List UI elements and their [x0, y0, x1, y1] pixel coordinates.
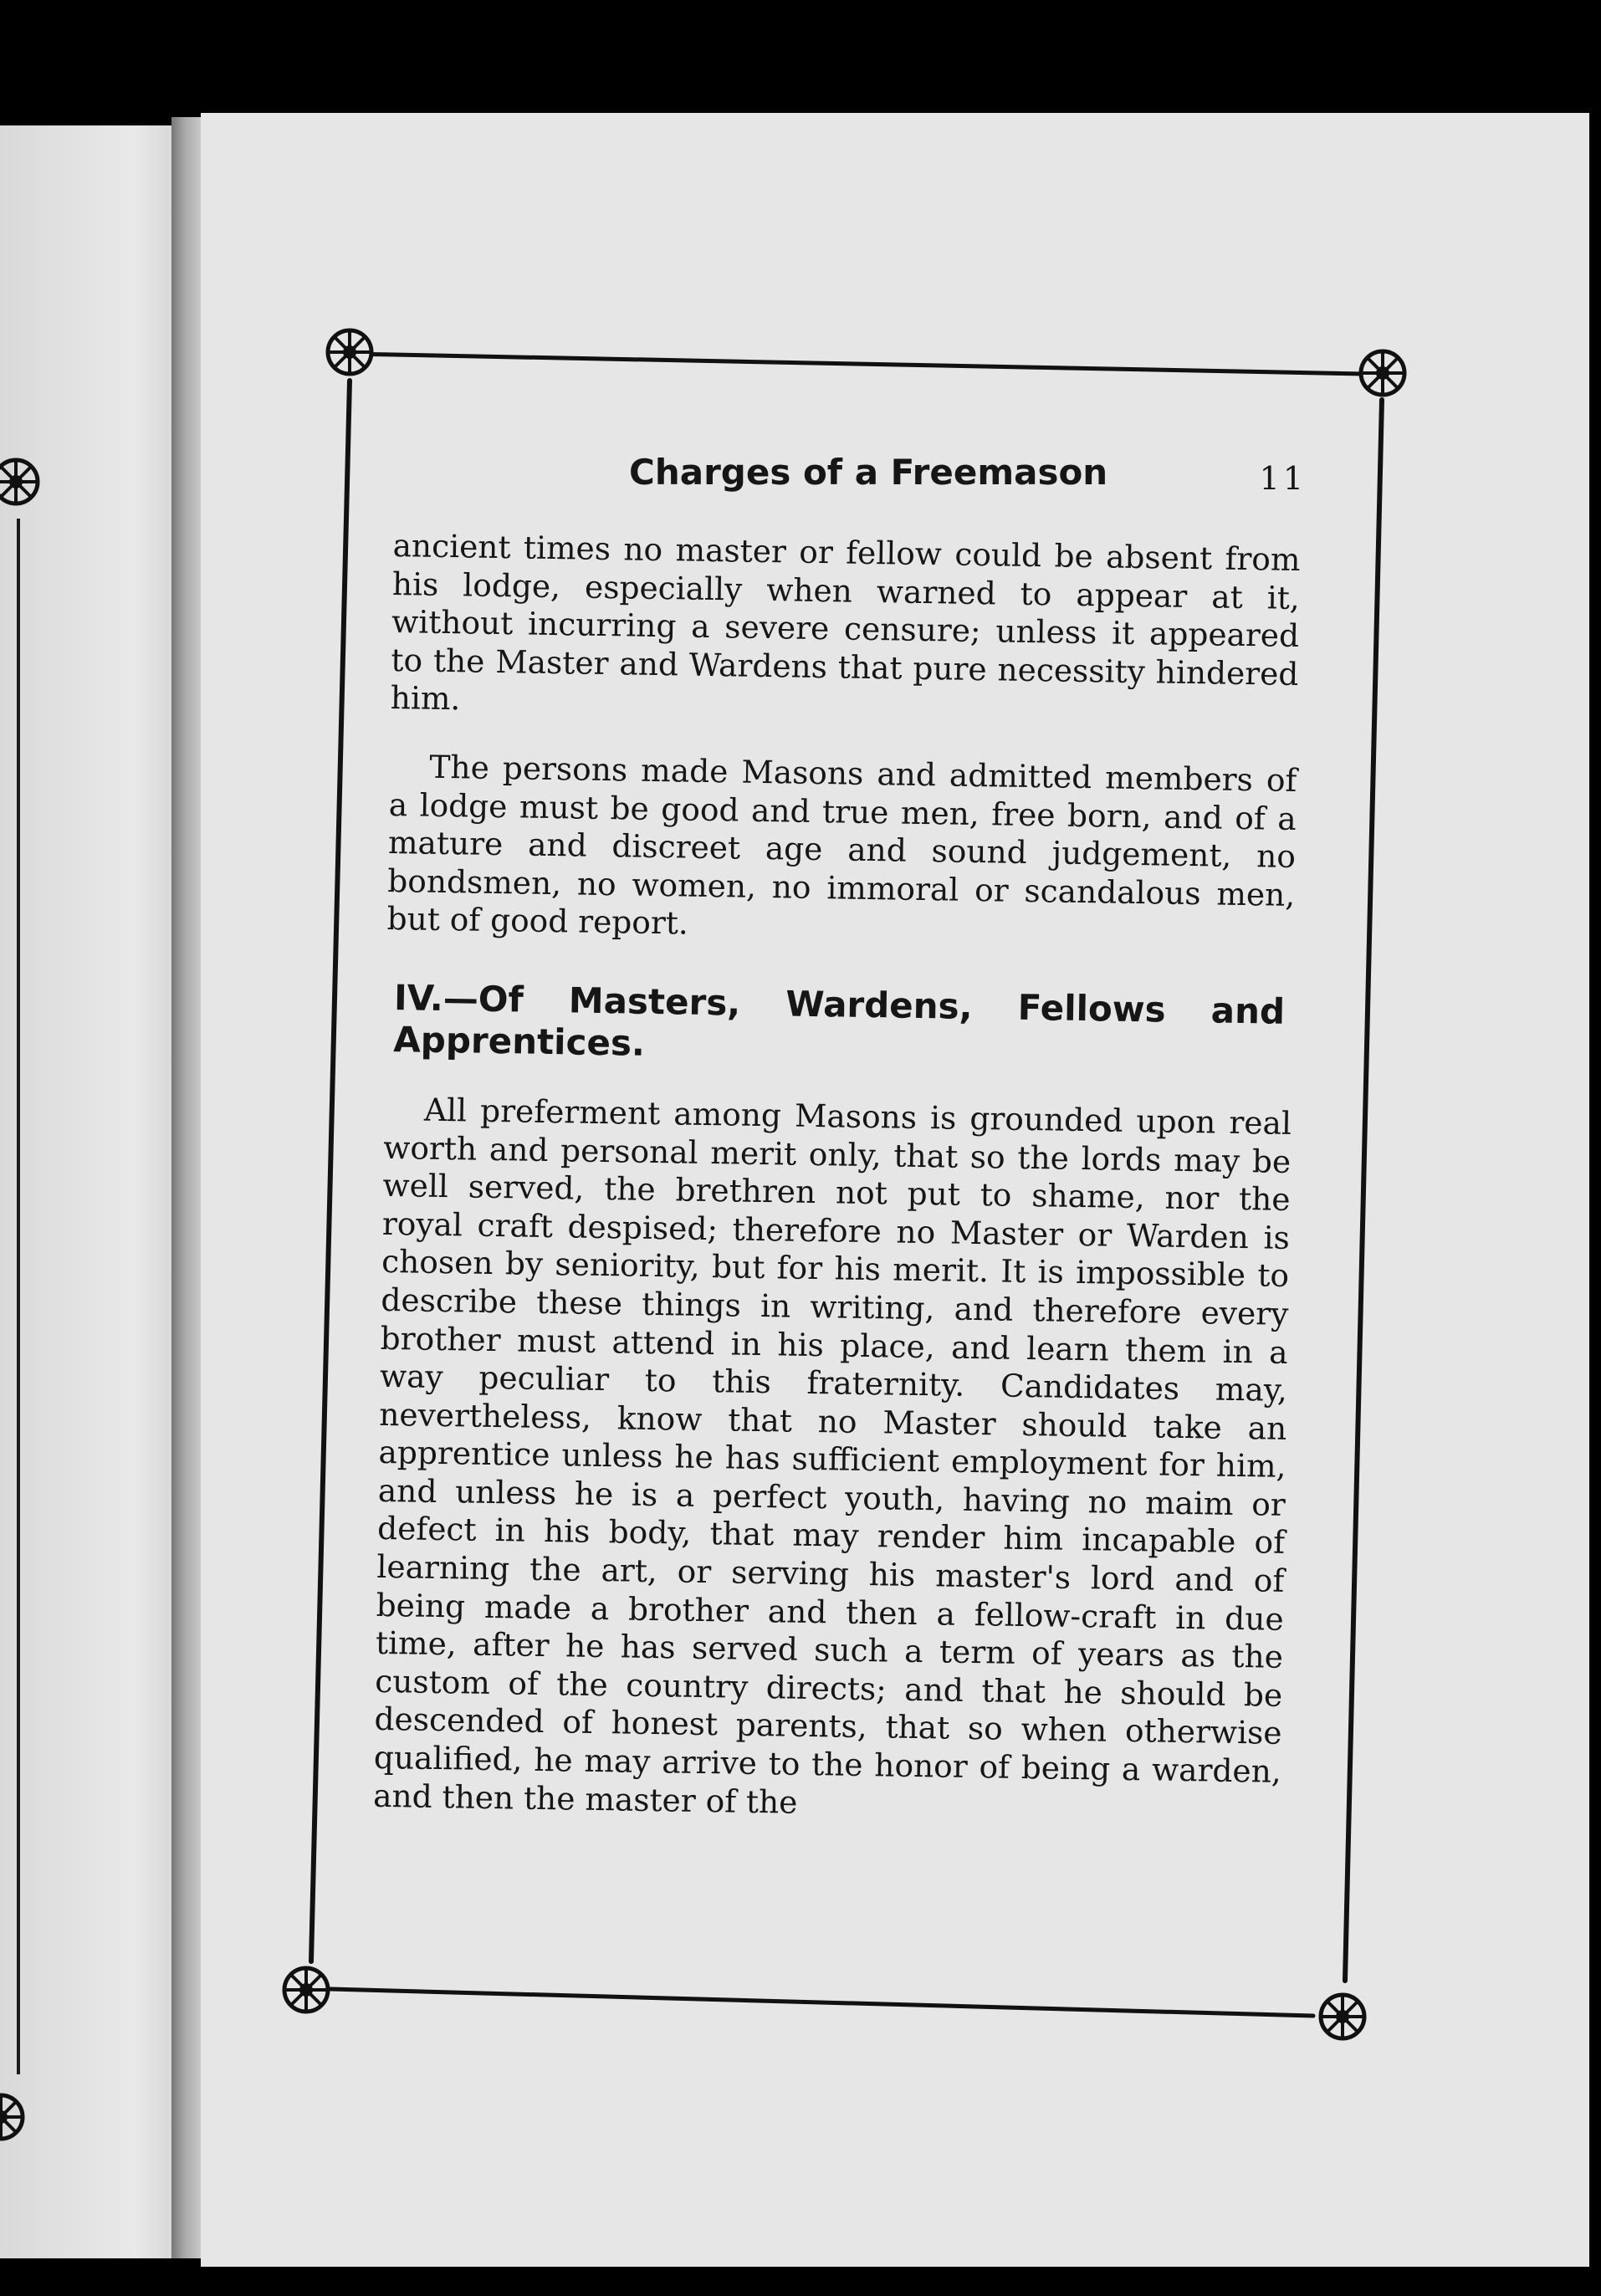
rosette-icon	[1317, 1991, 1368, 2043]
paragraph: The persons made Masons and admitted members of a lodge must be good and true men, free born, and of a mature and discreet age and sound judgement, no bondsmen, no women, no immoral or scandalous men, but of good report.	[386, 748, 1297, 942]
frame-left-line	[311, 381, 350, 1961]
rosette-icon	[280, 1964, 332, 2016]
rosette-icon	[324, 326, 376, 378]
paragraph: ancient times no master or fellow could be absent from his lodge, especially when warned to appear at it, without incurring a severe censure; unless it appeared to the Master and Wardens that pure necessity hindered him.	[390, 527, 1301, 718]
paragraph: All preferment among Masons is grounded upon real worth and personal merit only, that so the lords may be well served, the brethren not put to shame, nor the royal craft despised; therefore no Master or Warden is chosen by seniority, but for his merit. It is impossible to describe these things in writing, and therefore every brother must attend in his place, and learn them in a way peculiar to this fraternity. Candidates may, nevertheless, know that no Master should take an apprentice unless he has sufficient employment for him, and unless he is a perfect youth, having no maim or defect in his body, that may render him incapable of learning the art, or serving his master's lord and of being made a brother and then a fellow-craft in due time, after he has served such a term of years as the custom of the country directs; and that he should be descended of honest parents, that so when otherwise qualified, he may arrive to the honor of being a warden, and then the master of the	[372, 1091, 1292, 1821]
frame-top-line	[350, 354, 1363, 374]
section-heading: IV.—Of Masters, Wardens, Fellows and Apprentices.	[392, 977, 1286, 1064]
rosette-icon	[1357, 347, 1409, 399]
running-header	[629, 452, 1307, 510]
frame-right-line	[1345, 400, 1382, 1981]
running-title: Charges of a Freemason	[629, 452, 1108, 493]
page-number: 11	[1259, 460, 1307, 497]
page-body	[373, 527, 1301, 1829]
frame-bottom-line	[330, 1989, 1313, 2016]
